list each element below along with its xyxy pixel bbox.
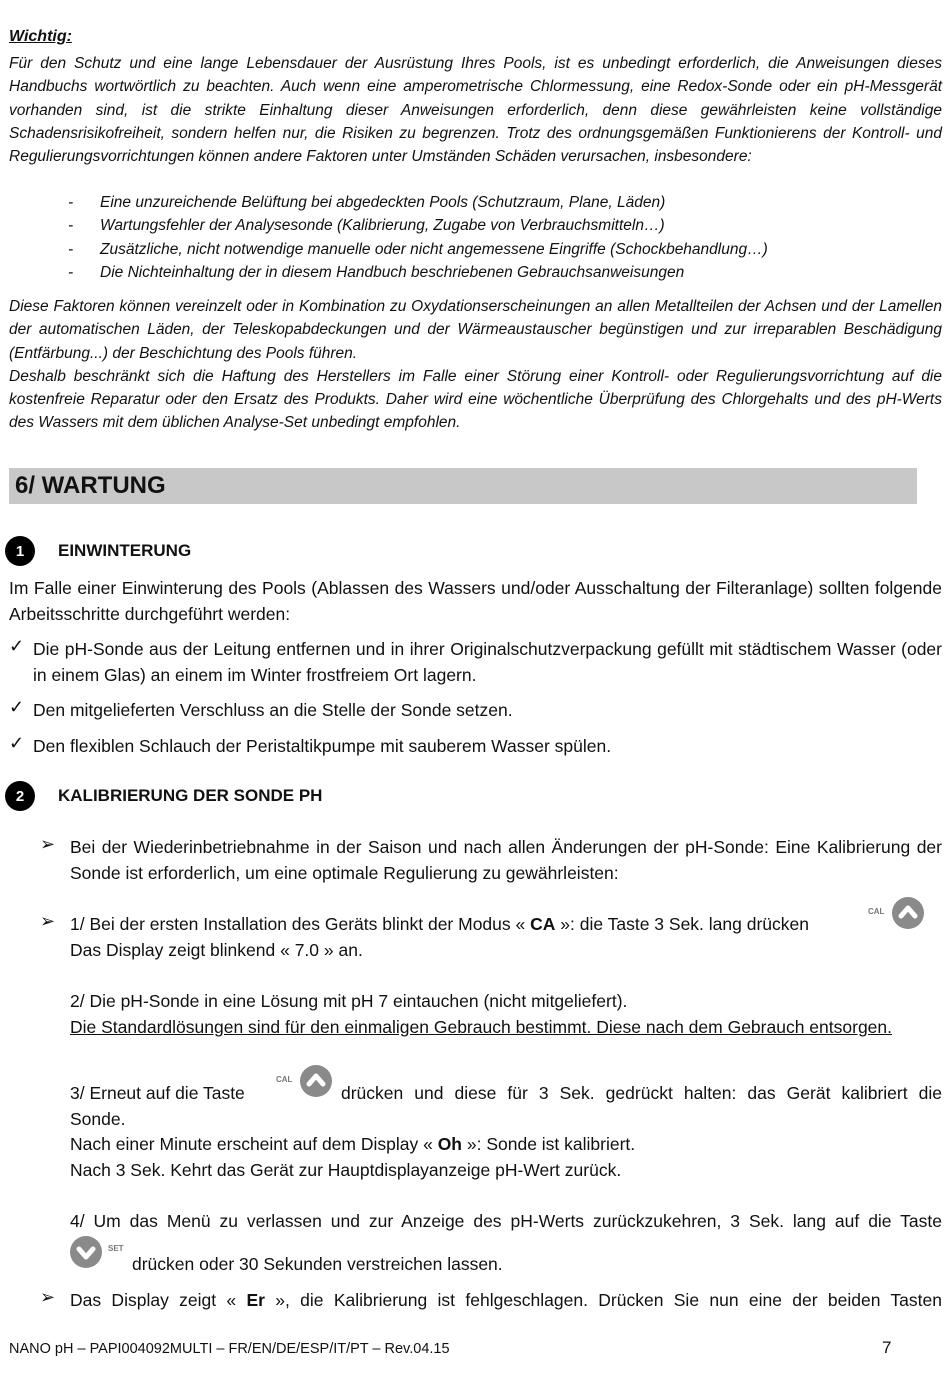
list-item: - Zusätzliche, nicht notwendige manuelle oder nicht angemessene Eingriffe (Schockbehandlung…) [68, 240, 768, 258]
winterizing-intro: Im Falle einer Einwinterung des Pools (Ablassen des Wassers und/oder Ausschaltung der Filteranlage) sollten folgende Arbeitsschritte durchgeführt werden: [9, 578, 942, 624]
error-text: Das Display zeigt « Er », die Kalibrierung ist fehlgeschlagen. Drücken Sie nun eine der beiden Tasten [70, 1290, 942, 1310]
step-1-display-text: Das Display zeigt blinkend « 7.0 » an. [70, 940, 363, 960]
step-number-badge: 2 [5, 781, 35, 811]
subsection-title: EINWINTERUNG [58, 541, 192, 560]
page-number: 7 [882, 1338, 892, 1357]
arrow-bullet-icon: ➢ [40, 911, 56, 931]
step-3-text-b: drücken und diese für 3 Sek. gedrückt halten: das Gerät kalibriert die [341, 1083, 942, 1103]
step-3-text-e: Nach 3 Sek. Kehrt das Gerät zur Hauptdisplayanzeige pH-Wert zurück. [70, 1160, 622, 1180]
step-4-text-a: 4/ Um das Menü zu verlassen und zur Anzeige des pH-Werts zurückzukehren, 3 Sek. lang auf die Taste [70, 1211, 942, 1231]
subsection-title: KALIBRIERUNG DER SONDE PH [58, 786, 323, 805]
step-2-text: 2/ Die pH-Sonde in eine Lösung mit pH 7 eintauchen (nicht mitgeliefert). [70, 991, 628, 1011]
list-item: - Wartungsfehler der Analysesonde (Kalibrierung, Zugabe von Verbrauchsmitteln…) [68, 217, 665, 235]
arrow-bullet-icon: ➢ [40, 834, 56, 854]
section-title: 6/ WARTUNG [15, 472, 166, 499]
check-icon: ✓ [9, 697, 25, 717]
set-down-key-icon: SET [70, 1234, 128, 1270]
warning-paragraph: Für den Schutz und eine lange Lebensdauer der Ausrüstung Ihres Pools, ist es unbedingt erforderlich, die Anweisungen dieses Handbuchs wortwörtlich zu beachten. Auch wenn eine amperometrische Chlormessung, eine Redox-Sonde oder ein pH-Messgerät vorhanden sind, ist die strikte Einhaltung dieser Anweisungen erforderlich, denn diese gewährleisten keine vollständige Schadensrisikofreiheit, sondern helfen nur, die Risiken zu begrenzen. Trotz des ordnungsgemäßen Funktionierens der Kontroll- und Regulierungsvorrichtungen können andere Faktoren unter Umständen Schäden verursachen, insbesondere: [9, 55, 942, 166]
list-item: - Die Nichteinhaltung der in diesem Handbuch beschriebenen Gebrauchsanweisungen [68, 263, 685, 281]
step-3-text-a: 3/ Erneut auf die Taste [70, 1083, 245, 1103]
warning-title: Wichtig: [9, 28, 72, 45]
list-item: Die pH-Sonde aus der Leitung entfernen und in ihrer Originalschutzverpackung gefüllt mit städtischem Wasser (oder in einem Glas) an einem im Winter frostfreiem Ort lagern. [33, 639, 942, 685]
step-3-text-d: Nach einer Minute erscheint auf dem Display « Oh »: Sonde ist kalibriert. [70, 1134, 636, 1154]
list-item: Den flexiblen Schlauch der Peristaltikpumpe mit sauberem Wasser spülen. [33, 736, 612, 756]
step-1-text: 1/ Bei der ersten Installation des Geräts blinkt der Modus « CA »: die Taste 3 Sek. lang drücken [70, 914, 809, 934]
cal-up-key-icon: CAL [868, 895, 926, 931]
check-icon: ✓ [9, 636, 25, 656]
step-number-badge: 1 [5, 536, 35, 566]
check-icon: ✓ [9, 733, 25, 753]
step-3-text-c: Sonde. [70, 1109, 126, 1129]
step-2-note: Die Standardlösungen sind für den einmaligen Gebrauch bestimmt. Diese nach dem Gebrauch entsorgen. [70, 1017, 893, 1037]
calibration-intro: Bei der Wiederinbetriebnahme in der Saison und nach allen Änderungen der pH-Sonde: Eine Kalibrierung der Sonde ist erforderlich, um eine optimale Regulierung zu gewährleisten: [70, 837, 942, 883]
footer-text: NANO pH – PAPI004092MULTI – FR/EN/DE/ESP/IT/PT – Rev.04.15 [9, 1341, 450, 1357]
warning-paragraph-2: Diese Faktoren können vereinzelt oder in Kombination zu Oxydationserscheinungen an allen Metallteilen der Achsen und der Lamellen der automatischen Läden, der Teleskopabdeckungen und der Wärmeaustauscher begünstigen und zur irreparablen Beschädigung (Entfärbung...) der Beschichtung des Pools führen. Deshalb beschränkt sich die Haftung des Herstellers im Falle einer Störung einer Kontroll- oder Regulierungsvorrichtung auf die kostenfreie Reparatur oder den Ersatz des Produkts. Daher wird eine wöchentliche Überprüfung des Chlorgehalts und des pH-Werts des Wassers mit dem üblichen Analyse-Set unbedingt empfohlen. [9, 298, 942, 432]
warning-list [68, 191, 928, 284]
cal-up-key-icon: CAL [276, 1063, 334, 1099]
arrow-bullet-icon: ➢ [40, 1287, 56, 1307]
list-item: - Eine unzureichende Belüftung bei abgedeckten Pools (Schutzraum, Plane, Läden) [68, 194, 666, 211]
list-item: Den mitgelieferten Verschluss an die Stelle der Sonde setzen. [33, 700, 513, 720]
step-4-text-b: drücken oder 30 Sekunden verstreichen lassen. [132, 1254, 503, 1274]
